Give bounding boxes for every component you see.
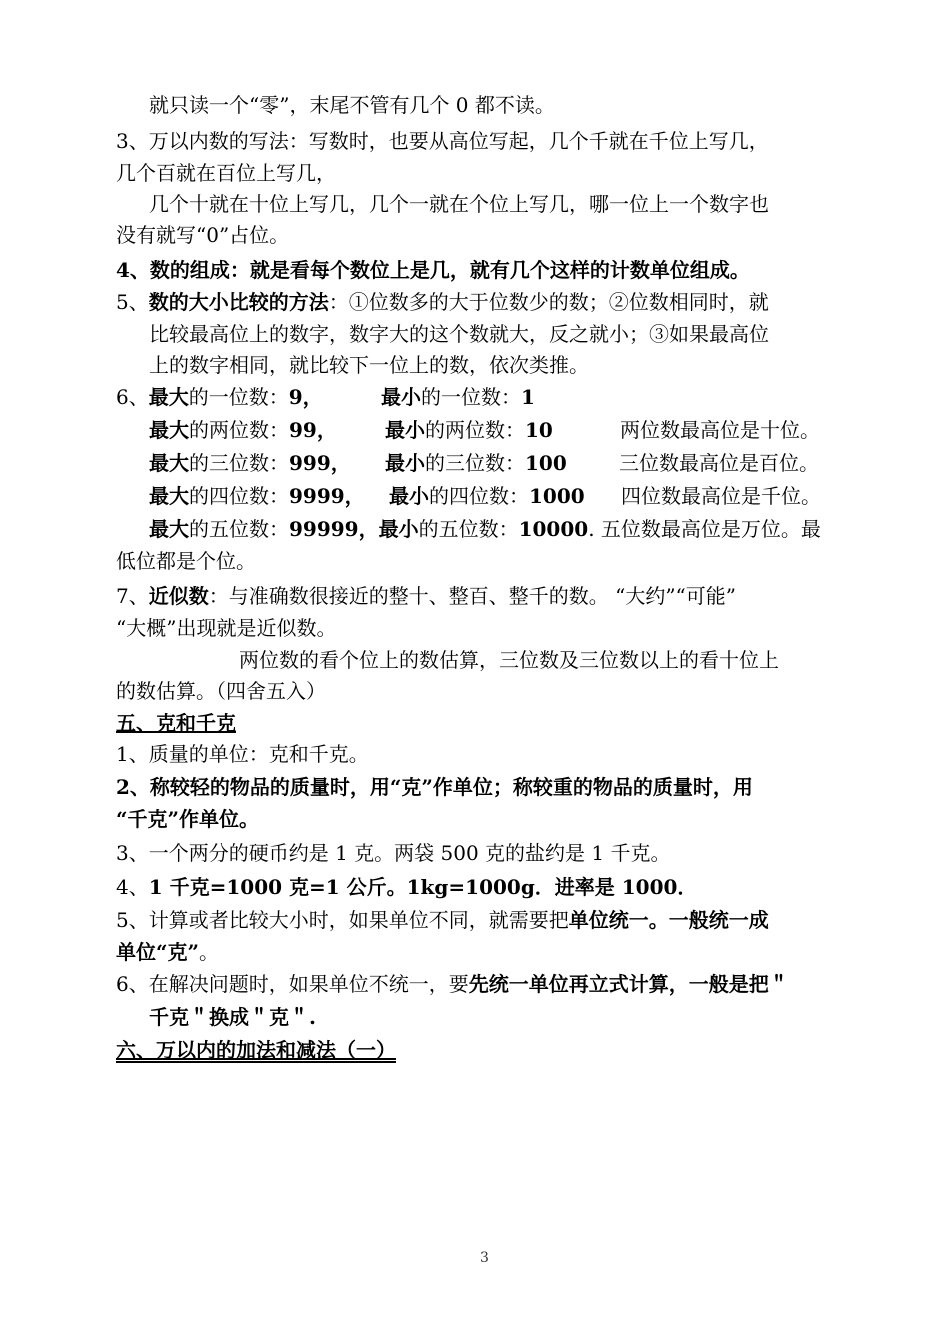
text-line: 1、质量的单位：克和千克。 — [116, 742, 369, 766]
number-row-min — [385, 416, 553, 444]
text-line-bold: 2、称较轻的物品的质量时，用“克”作单位；称较重的物品的质量时，用 — [116, 775, 753, 799]
bold-term: 近似数 — [148, 584, 209, 608]
section-heading: 五、克和千克 — [116, 711, 236, 735]
text-line-bold: 4、数的组成：就是看每个数位上是几，就有几个这样的计数单位组成。 — [116, 258, 750, 282]
max-label: 最大 — [149, 418, 189, 442]
text-line: 几个十就在十位上写几，几个一就在个位上写几，哪一位上一个数字也 — [149, 192, 769, 216]
max-value: 999， — [289, 451, 351, 475]
max-label: 最大 — [149, 517, 189, 541]
text-span: ：与准确数很接近的整十、整百、整千的数。 “大约”“可能” — [208, 584, 736, 608]
text-line — [116, 906, 769, 934]
max-value: 99999， — [289, 517, 379, 541]
bold-term: 数的大小比较的方法 — [148, 290, 329, 314]
list-number: 5、 — [116, 290, 149, 314]
min-label: 最小 — [385, 451, 425, 475]
text-line: 3、万以内数的写法：写数时，也要从高位写起，几个千就在千位上写几， — [116, 129, 769, 153]
row-note: 三位数最高位是百位。 — [619, 451, 819, 475]
text-line: 上的数字相同，就比较下一位上的数，依次类推。 — [149, 353, 589, 377]
text-line: 3、一个两分的硬币约是 1 克。两袋 500 克的盐约是 1 千克。 — [116, 841, 671, 865]
text-span: 的两位数： — [189, 418, 289, 442]
row-note: 两位数最高位是十位。 — [620, 418, 820, 442]
bold-text: 先统一单位再立式计算，一般是把＂ — [468, 972, 789, 996]
min-label: 最小 — [378, 517, 419, 541]
number-row — [149, 515, 821, 543]
number-row-min — [389, 482, 585, 510]
number-row — [116, 383, 323, 411]
text-span: 的三位数： — [425, 451, 525, 475]
text-line — [116, 873, 697, 901]
text-line: 两位数的看个位上的数估算，三位数及三位数以上的看十位上 — [239, 648, 779, 672]
text-line-bold: 千克＂换成＂克＂. — [149, 1005, 316, 1029]
min-label: 最小 — [381, 385, 421, 409]
row-note: . 五位数最高位是万位。最 — [588, 517, 821, 541]
min-value: 10000 — [518, 517, 589, 541]
number-row — [149, 482, 365, 510]
text-span: ：①位数多的大于位数少的数；②位数相同时，就 — [328, 290, 769, 314]
max-label: 最大 — [148, 385, 189, 409]
min-value: 1 — [521, 385, 535, 409]
list-number: 4、 — [116, 875, 149, 899]
text-span: 的四位数： — [429, 484, 529, 508]
text-line: 的数估算。（四舍五入） — [116, 679, 326, 703]
number-row — [149, 449, 351, 477]
min-value: 1000 — [529, 484, 585, 508]
text-line — [116, 288, 769, 316]
bold-text: 单位“克” — [116, 940, 200, 964]
text-line — [116, 938, 219, 966]
min-label: 最小 — [389, 484, 429, 508]
min-value: 10 — [525, 418, 553, 442]
number-row-min — [385, 449, 567, 477]
text-span: 的五位数： — [418, 517, 519, 541]
max-value: 99， — [289, 418, 337, 442]
bold-text: 单位统一。一般统一成 — [568, 908, 769, 932]
number-row-min — [381, 383, 535, 411]
text-span: 的一位数： — [421, 385, 521, 409]
text-span: 6、在解决问题时，如果单位不统一，要 — [116, 972, 469, 996]
text-span: 的四位数： — [189, 484, 289, 508]
text-span: 的五位数： — [189, 517, 289, 541]
max-label: 最大 — [149, 451, 189, 475]
text-line: 没有就写“0”占位。 — [116, 223, 290, 247]
bold-text: 1 千克=1000 克=1 公斤。1kg=1000g．进率是 1000． — [148, 875, 698, 899]
section-heading: 六、万以内的加法和减法（一） — [116, 1038, 396, 1062]
text-span: 。 — [199, 940, 220, 964]
max-value: 9， — [288, 385, 323, 409]
text-span: 的三位数： — [189, 451, 289, 475]
text-span: 5、计算或者比较大小时，如果单位不同，就需要把 — [116, 908, 569, 932]
list-number: 7、 — [116, 584, 149, 608]
max-label: 最大 — [149, 484, 189, 508]
text-line: 比较最高位上的数字，数字大的这个数就大，反之就小；③如果最高位 — [149, 322, 769, 346]
row-note: 四位数最高位是千位。 — [621, 484, 821, 508]
text-line: “大概”出现就是近似数。 — [116, 616, 337, 640]
text-line-bold: “千克”作单位。 — [116, 807, 260, 831]
list-number: 6、 — [116, 385, 149, 409]
text-span: 的两位数： — [425, 418, 525, 442]
text-line: 就只读一个“零”，末尾不管有几个 0 都不读。 — [149, 93, 555, 117]
page-number: 3 — [480, 1250, 489, 1266]
max-value: 9999， — [289, 484, 365, 508]
number-row — [149, 416, 337, 444]
text-span: 的一位数： — [188, 385, 289, 409]
min-value: 100 — [525, 451, 567, 475]
text-line: 低位都是个位。 — [116, 549, 256, 573]
text-line: 几个百就在百位上写几， — [116, 161, 336, 185]
text-line — [116, 582, 736, 610]
min-label: 最小 — [385, 418, 425, 442]
text-line — [116, 970, 789, 998]
